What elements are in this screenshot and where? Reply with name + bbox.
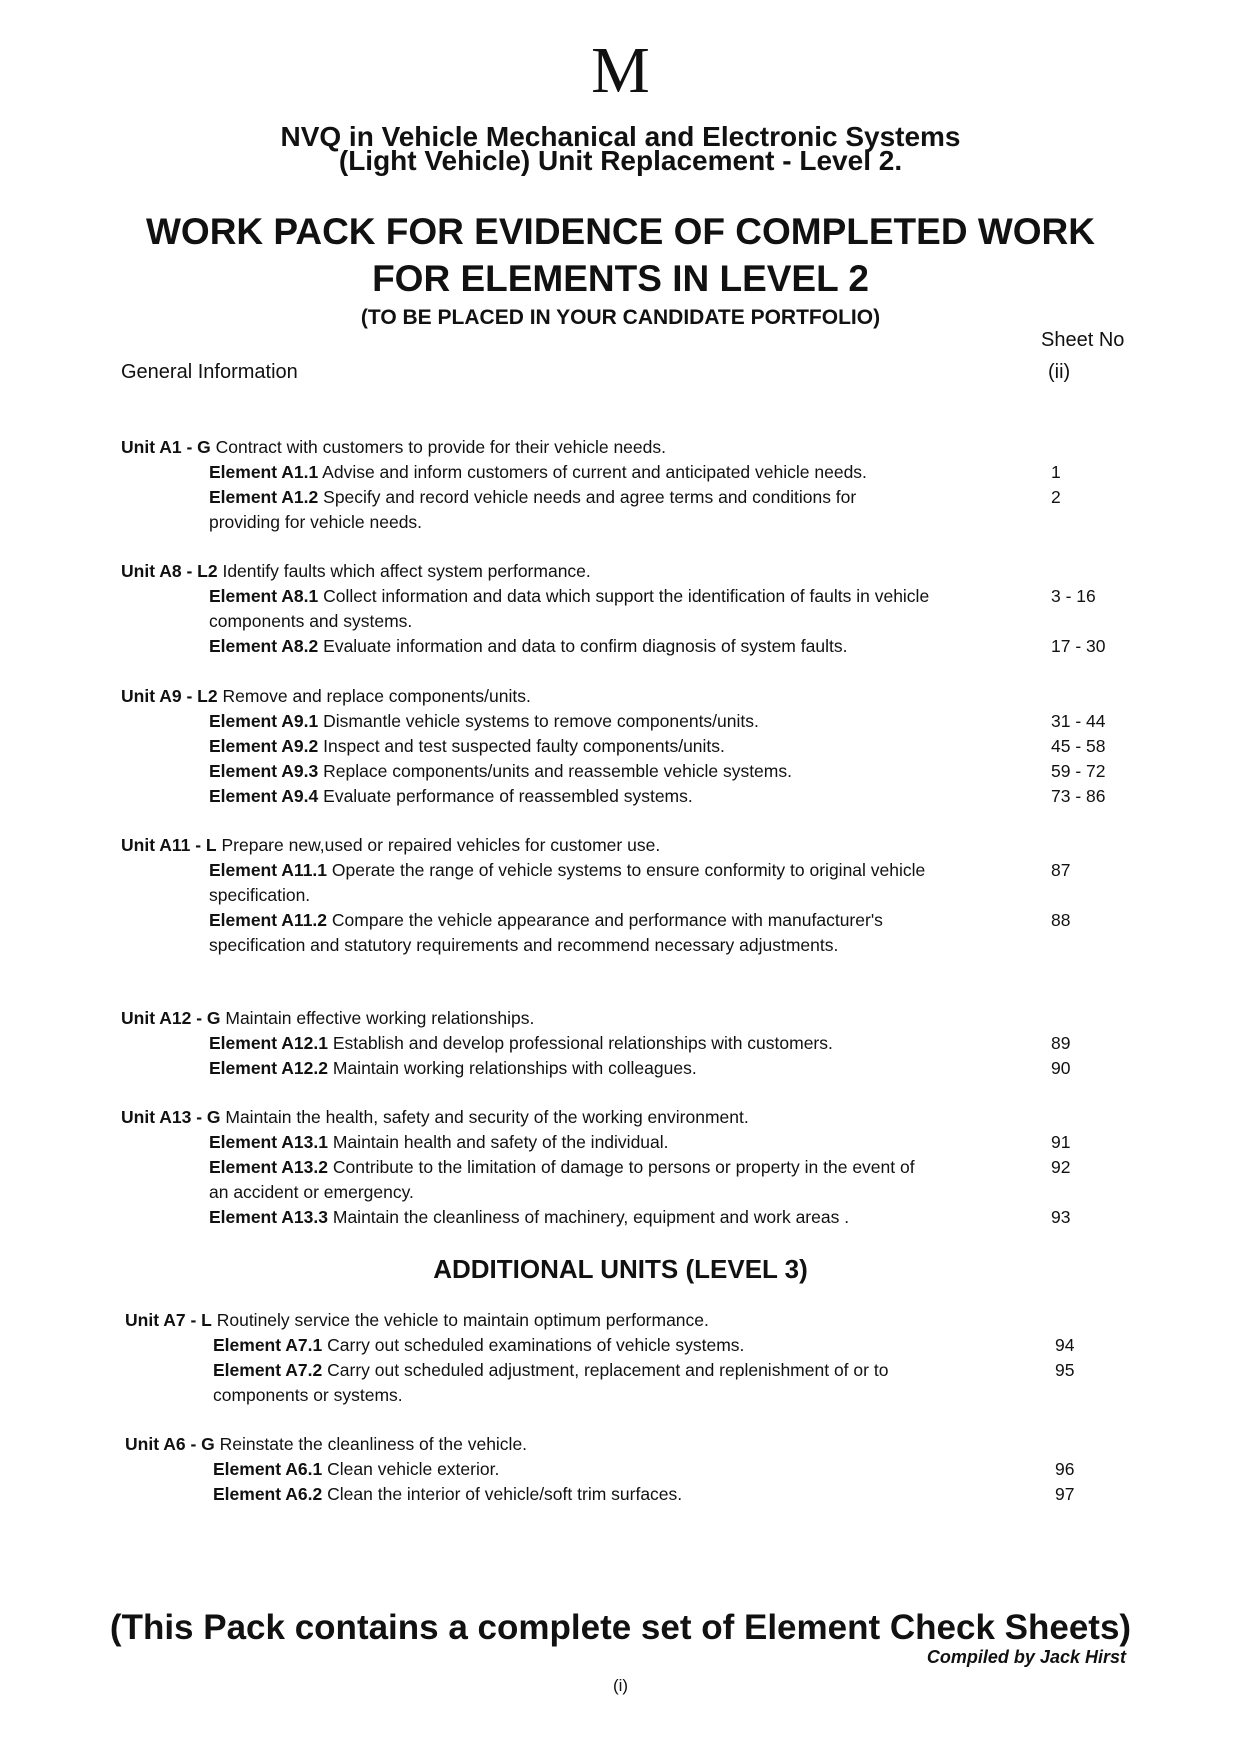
element-row bbox=[121, 1155, 1121, 1205]
unit-title: Reinstate the cleanliness of the vehicle. bbox=[219, 1434, 528, 1454]
element-sheet-number: 93 bbox=[1051, 1207, 1071, 1227]
element-code: Element A7.1 bbox=[213, 1335, 323, 1355]
element-row bbox=[121, 784, 1121, 809]
additional-units-heading: ADDITIONAL UNITS (LEVEL 3) bbox=[433, 1254, 808, 1284]
qualification-title-line2: (Light Vehicle) Unit Replacement - Level 2. bbox=[338, 145, 903, 176]
element-sheet-number: 96 bbox=[1055, 1459, 1075, 1479]
element-sheet-number: 45 - 58 bbox=[1051, 736, 1106, 756]
element-row bbox=[121, 634, 1121, 659]
page-title-line1: WORK PACK FOR EVIDENCE OF COMPLETED WORK bbox=[146, 211, 1095, 252]
unit-code: Unit A8 - L2 bbox=[121, 561, 218, 581]
element-code: Element A1.1 bbox=[209, 462, 319, 482]
element-row bbox=[121, 734, 1121, 759]
element-row bbox=[121, 1056, 1121, 1081]
element-text: Advise and inform customers of current and anticipated vehicle needs. bbox=[322, 462, 867, 482]
unit-code: Unit A7 - L bbox=[125, 1310, 212, 1330]
element-sheet-number: 59 - 72 bbox=[1051, 761, 1106, 781]
element-sheet-number: 97 bbox=[1055, 1484, 1075, 1504]
unit-block-a6 bbox=[125, 1432, 1125, 1507]
unit-code: Unit A6 - G bbox=[125, 1434, 215, 1454]
element-row bbox=[121, 1031, 1121, 1056]
unit-block-a9 bbox=[121, 684, 1121, 809]
element-row bbox=[121, 485, 1121, 535]
element-code: Element A9.4 bbox=[209, 786, 319, 806]
element-code: Element A8.1 bbox=[209, 586, 319, 606]
unit-block-a11 bbox=[121, 833, 1121, 958]
element-row bbox=[121, 709, 1121, 734]
page-title-line2: FOR ELEMENTS IN LEVEL 2 bbox=[372, 258, 869, 299]
element-text: Dismantle vehicle systems to remove components/units. bbox=[323, 711, 759, 731]
element-row bbox=[125, 1358, 1125, 1408]
element-row bbox=[121, 759, 1121, 784]
pack-contents-statement: (This Pack contains a complete set of Element Check Sheets) bbox=[109, 1608, 1132, 1647]
element-code: Element A9.3 bbox=[209, 761, 319, 781]
element-text: Clean vehicle exterior. bbox=[327, 1459, 500, 1479]
element-row bbox=[121, 460, 1121, 485]
element-code: Element A12.2 bbox=[209, 1058, 328, 1078]
element-row bbox=[121, 908, 1121, 958]
general-information-sheet: (ii) bbox=[1048, 361, 1071, 383]
unit-block-a1 bbox=[121, 435, 1121, 535]
element-text: Replace components/units and reassemble vehicle systems. bbox=[323, 761, 792, 781]
unit-block-a7 bbox=[125, 1308, 1125, 1408]
element-row bbox=[121, 858, 1121, 908]
element-sheet-number: 87 bbox=[1051, 860, 1071, 880]
element-text: Clean the interior of vehicle/soft trim surfaces. bbox=[327, 1484, 683, 1504]
element-code: Element A6.1 bbox=[213, 1459, 323, 1479]
element-sheet-number: 92 bbox=[1051, 1157, 1071, 1177]
page-title-note: (TO BE PLACED IN YOUR CANDIDATE PORTFOLIO) bbox=[360, 306, 881, 329]
unit-code: Unit A11 - L bbox=[121, 835, 217, 855]
element-text: Specify and record vehicle needs and agree terms and conditions for providing for vehicle needs. bbox=[209, 487, 857, 532]
element-text: Maintain working relationships with colleagues. bbox=[332, 1058, 697, 1078]
element-text: Compare the vehicle appearance and performance with manufacturer's specification and statutory requirements and recommend necessary adjustments. bbox=[209, 910, 883, 955]
element-code: Element A6.2 bbox=[213, 1484, 323, 1504]
element-sheet-number: 73 - 86 bbox=[1051, 786, 1106, 806]
element-row bbox=[121, 1205, 1121, 1230]
unit-code: Unit A9 - L2 bbox=[121, 686, 218, 706]
element-code: Element A1.2 bbox=[209, 487, 319, 507]
unit-code: Unit A1 - G bbox=[121, 437, 211, 457]
element-sheet-number: 17 - 30 bbox=[1051, 636, 1106, 656]
element-row bbox=[121, 584, 1121, 634]
element-sheet-number: 31 - 44 bbox=[1051, 711, 1106, 731]
unit-block-a8 bbox=[121, 559, 1121, 659]
element-sheet-number: 94 bbox=[1055, 1335, 1075, 1355]
unit-title: Routinely service the vehicle to maintain optimum performance. bbox=[216, 1310, 709, 1330]
element-sheet-number: 91 bbox=[1051, 1132, 1071, 1152]
element-text: Inspect and test suspected faulty components/units. bbox=[323, 736, 725, 756]
element-row bbox=[125, 1482, 1125, 1507]
element-sheet-number: 89 bbox=[1051, 1033, 1071, 1053]
element-code: Element A9.1 bbox=[209, 711, 319, 731]
element-text: Carry out scheduled examinations of vehicle systems. bbox=[327, 1335, 745, 1355]
unit-title: Maintain effective working relationships. bbox=[225, 1008, 535, 1028]
element-sheet-number: 95 bbox=[1055, 1360, 1075, 1380]
element-row bbox=[121, 1130, 1121, 1155]
unit-block-a13 bbox=[121, 1105, 1121, 1230]
element-text: Collect information and data which support the identification of faults in vehicle components and systems. bbox=[209, 586, 930, 631]
element-code: Element A13.2 bbox=[209, 1157, 328, 1177]
element-text: Establish and develop professional relationships with customers. bbox=[332, 1033, 833, 1053]
element-code: Element A11.2 bbox=[209, 910, 328, 930]
qualification-title-line1: NVQ in Vehicle Mechanical and Electronic Systems bbox=[280, 121, 961, 152]
element-text: Evaluate performance of reassembled systems. bbox=[323, 786, 693, 806]
element-code: Element A13.1 bbox=[209, 1132, 328, 1152]
element-row bbox=[125, 1457, 1125, 1482]
element-code: Element A8.2 bbox=[209, 636, 319, 656]
element-code: Element A11.1 bbox=[209, 860, 328, 880]
unit-code: Unit A13 - G bbox=[121, 1107, 221, 1127]
element-text: Maintain health and safety of the individual. bbox=[332, 1132, 669, 1152]
element-text: Evaluate information and data to confirm diagnosis of system faults. bbox=[323, 636, 848, 656]
element-code: Element A7.2 bbox=[213, 1360, 323, 1380]
element-text: Maintain the cleanliness of machinery, equipment and work areas . bbox=[332, 1207, 850, 1227]
element-sheet-number: 1 bbox=[1051, 462, 1061, 482]
unit-title: Contract with customers to provide for their vehicle needs. bbox=[215, 437, 666, 457]
element-code: Element A9.2 bbox=[209, 736, 319, 756]
unit-title: Maintain the health, safety and security of the working environment. bbox=[225, 1107, 749, 1127]
element-code: Element A13.3 bbox=[209, 1207, 328, 1227]
page-number: (i) bbox=[612, 1676, 629, 1695]
element-sheet-number: 3 - 16 bbox=[1051, 586, 1096, 606]
element-text: Carry out scheduled adjustment, replacement and replenishment of or to components or systems. bbox=[213, 1360, 889, 1405]
element-sheet-number: 88 bbox=[1051, 910, 1071, 930]
unit-title: Remove and replace components/units. bbox=[222, 686, 531, 706]
unit-code: Unit A12 - G bbox=[121, 1008, 221, 1028]
unit-title: Prepare new,used or repaired vehicles for customer use. bbox=[221, 835, 661, 855]
element-row bbox=[125, 1333, 1125, 1358]
sheet-no-label: Sheet No bbox=[1041, 329, 1125, 351]
element-code: Element A12.1 bbox=[209, 1033, 328, 1053]
unit-title: Identify faults which affect system performance. bbox=[222, 561, 591, 581]
unit-block-a12 bbox=[121, 1006, 1121, 1081]
element-sheet-number: 2 bbox=[1051, 487, 1061, 507]
element-text: Operate the range of vehicle systems to ensure conformity to original vehicle specification. bbox=[209, 860, 926, 905]
element-sheet-number: 90 bbox=[1051, 1058, 1071, 1078]
general-information-label: General Information bbox=[121, 361, 298, 383]
logo-mark: M bbox=[591, 34, 650, 107]
element-text: Contribute to the limitation of damage to persons or property in the event of an accident or emergency. bbox=[209, 1157, 915, 1202]
compiled-by-credit: Compiled by Jack Hirst bbox=[926, 1647, 1126, 1667]
